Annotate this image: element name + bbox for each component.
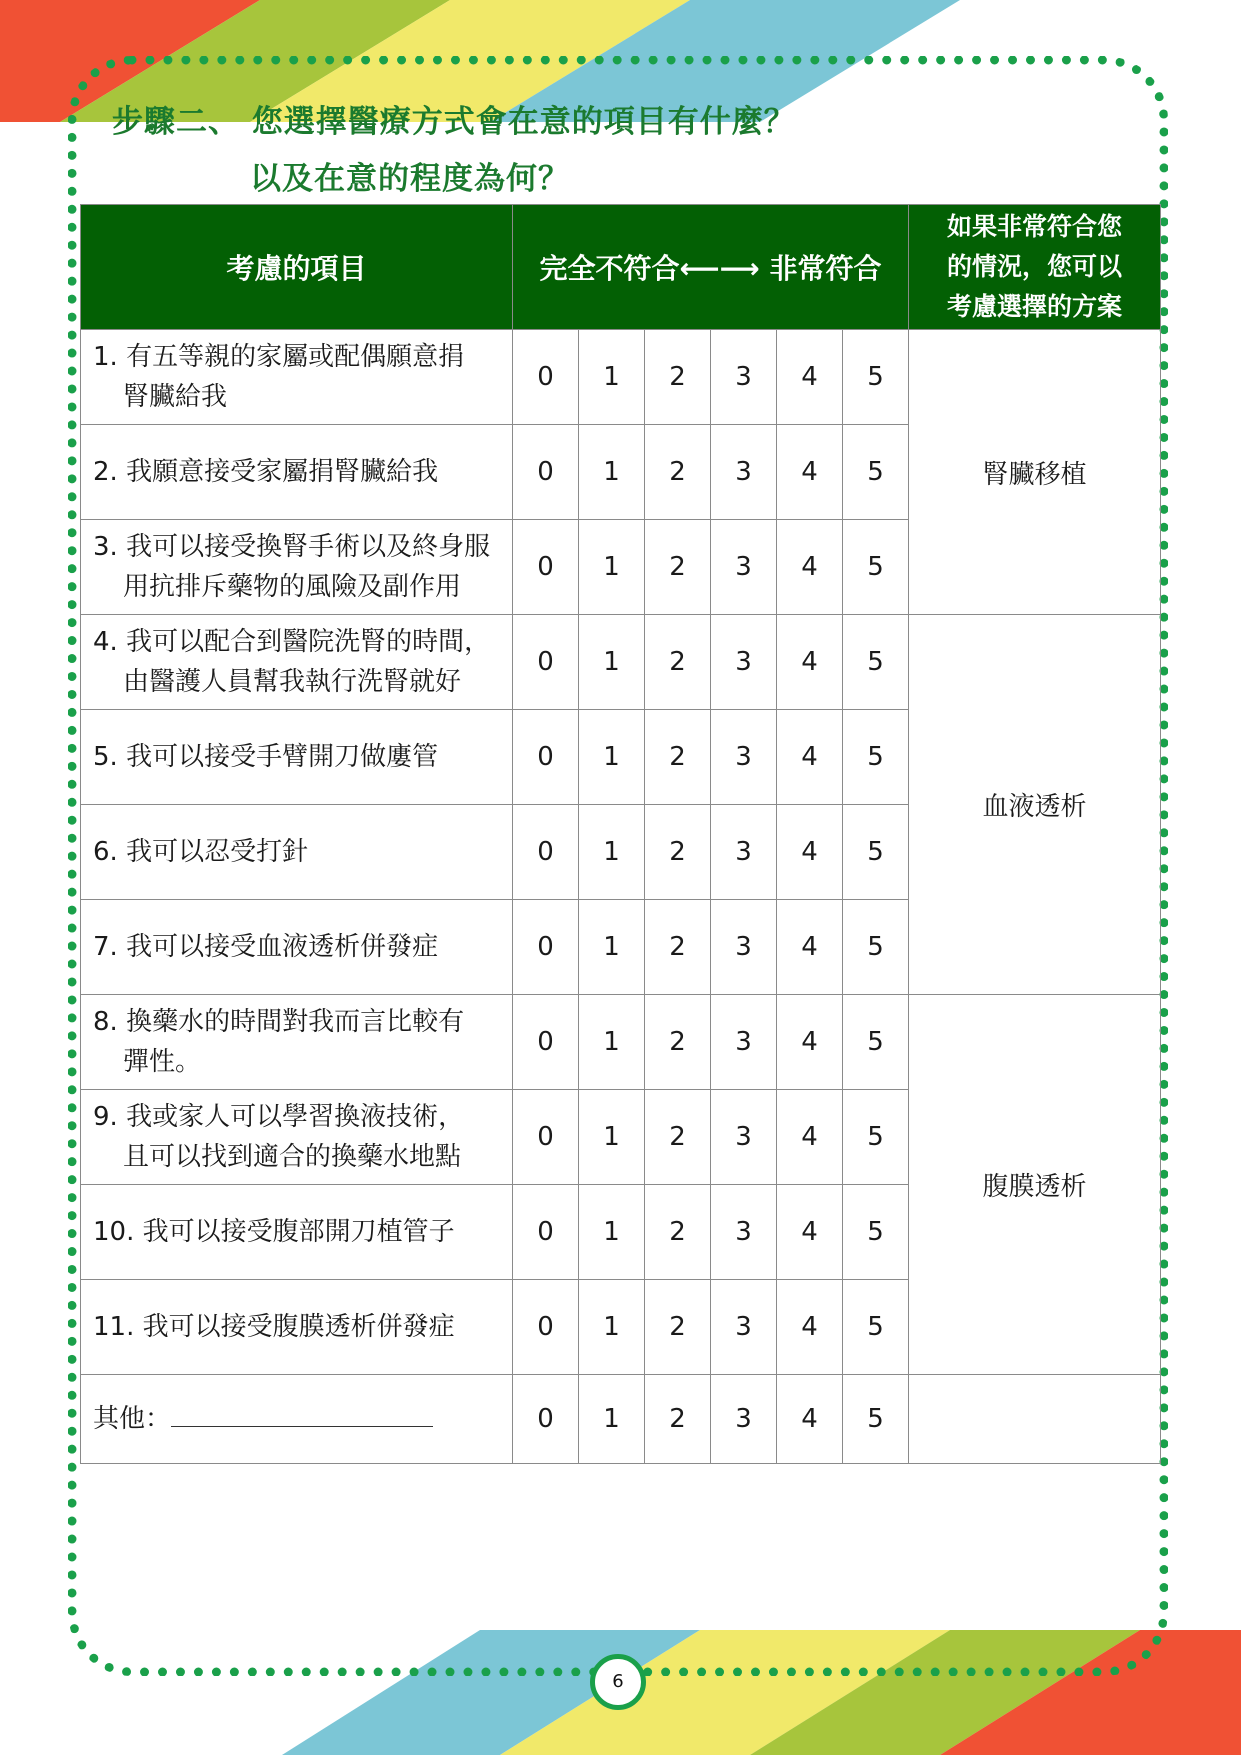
score-1[interactable]: 1 — [579, 995, 645, 1090]
score-1[interactable]: 1 — [579, 1185, 645, 1280]
score-2[interactable]: 2 — [645, 900, 711, 995]
item-cell — [81, 425, 513, 520]
score-0[interactable]: 0 — [513, 900, 579, 995]
score-1[interactable]: 1 — [579, 615, 645, 710]
item-text: 4. 我可以配合到醫院洗腎的時間， — [93, 627, 491, 657]
score-5[interactable]: 5 — [843, 520, 909, 615]
score-0[interactable]: 0 — [513, 425, 579, 520]
score-3[interactable]: 3 — [711, 330, 777, 425]
score-4[interactable]: 4 — [777, 900, 843, 995]
score-1[interactable]: 1 — [579, 425, 645, 520]
score-5[interactable]: 5 — [843, 900, 909, 995]
item-text-continued: 由醫護人員幫我執行洗腎就好 — [123, 667, 462, 697]
score-4[interactable]: 4 — [777, 330, 843, 425]
score-5[interactable]: 5 — [843, 710, 909, 805]
item-cell — [81, 805, 513, 900]
score-4[interactable]: 4 — [777, 1280, 843, 1375]
score-5[interactable]: 5 — [843, 1375, 909, 1464]
item-cell-other — [81, 1375, 513, 1464]
score-5[interactable]: 5 — [843, 615, 909, 710]
item-text: 1. 有五等親的家屬或配偶願意捐 — [93, 342, 465, 372]
score-2[interactable]: 2 — [645, 1185, 711, 1280]
score-4[interactable]: 4 — [777, 1090, 843, 1185]
score-5[interactable]: 5 — [843, 1185, 909, 1280]
score-1[interactable]: 1 — [579, 1280, 645, 1375]
item-text: 5. 我可以接受手臂開刀做廔管 — [93, 742, 439, 772]
item-text: 10. 我可以接受腹部開刀植管子 — [93, 1217, 455, 1247]
score-5[interactable]: 5 — [843, 995, 909, 1090]
item-text-continued: 腎臟給我 — [123, 382, 228, 412]
score-4[interactable]: 4 — [777, 710, 843, 805]
option-hemodialysis: 血液透析 — [909, 615, 1161, 995]
score-1[interactable]: 1 — [579, 1375, 645, 1464]
score-2[interactable]: 2 — [645, 1375, 711, 1464]
score-1[interactable]: 1 — [579, 1090, 645, 1185]
header-scale: 完全不符合⟵⟶ 非常符合 — [513, 205, 909, 330]
score-4[interactable]: 4 — [777, 520, 843, 615]
score-0[interactable]: 0 — [513, 805, 579, 900]
score-4[interactable]: 4 — [777, 425, 843, 520]
item-cell — [81, 1090, 513, 1185]
option-other-empty — [909, 1375, 1161, 1464]
item-text: 6. 我可以忍受打針 — [93, 837, 309, 867]
item-cell — [81, 1185, 513, 1280]
other-label: 其他： — [93, 1404, 172, 1434]
score-5[interactable]: 5 — [843, 1280, 909, 1375]
option-kidney-transplant: 腎臟移植 — [909, 330, 1161, 615]
score-4[interactable]: 4 — [777, 805, 843, 900]
score-5[interactable]: 5 — [843, 805, 909, 900]
item-cell — [81, 330, 513, 425]
score-0[interactable]: 0 — [513, 330, 579, 425]
score-1[interactable]: 1 — [579, 805, 645, 900]
score-0[interactable]: 0 — [513, 1090, 579, 1185]
score-3[interactable]: 3 — [711, 1375, 777, 1464]
item-text-continued: 用抗排斥藥物的風險及副作用 — [123, 572, 462, 602]
score-3[interactable]: 3 — [711, 425, 777, 520]
score-4[interactable]: 4 — [777, 995, 843, 1090]
score-3[interactable]: 3 — [711, 1280, 777, 1375]
header-option-line-2: 的情況，您可以 — [946, 252, 1122, 281]
score-3[interactable]: 3 — [711, 805, 777, 900]
item-text: 11. 我可以接受腹膜透析併發症 — [93, 1312, 455, 1342]
score-0[interactable]: 0 — [513, 1280, 579, 1375]
score-1[interactable]: 1 — [579, 520, 645, 615]
other-blank-line[interactable] — [171, 1406, 433, 1427]
score-2[interactable]: 2 — [645, 425, 711, 520]
item-cell — [81, 520, 513, 615]
item-cell — [81, 1280, 513, 1375]
header-option-line-3: 考慮選擇的方案 — [946, 292, 1122, 321]
score-2[interactable]: 2 — [645, 615, 711, 710]
table-row — [81, 995, 1161, 1090]
item-text: 3. 我可以接受換腎手術以及終身服 — [93, 532, 491, 562]
score-3[interactable]: 3 — [711, 995, 777, 1090]
score-1[interactable]: 1 — [579, 330, 645, 425]
header-option-line-1: 如果非常符合您 — [946, 212, 1122, 241]
score-0[interactable]: 0 — [513, 710, 579, 805]
item-cell — [81, 900, 513, 995]
score-1[interactable]: 1 — [579, 710, 645, 805]
header-item: 考慮的項目 — [81, 205, 513, 330]
item-text-continued: 彈性。 — [123, 1047, 202, 1077]
score-3[interactable]: 3 — [711, 1090, 777, 1185]
score-2[interactable]: 2 — [645, 805, 711, 900]
score-4[interactable]: 4 — [777, 1375, 843, 1464]
score-0[interactable]: 0 — [513, 520, 579, 615]
score-0[interactable]: 0 — [513, 1185, 579, 1280]
step-subheading: 以及在意的程度為何？ — [250, 161, 570, 197]
step-heading: 步驟二、 您選擇醫療方式會在意的項目有什麼？ — [112, 104, 796, 140]
item-text: 9. 我或家人可以學習換液技術， — [93, 1102, 465, 1132]
score-3[interactable]: 3 — [711, 615, 777, 710]
table-row-other — [81, 1375, 1161, 1464]
score-2[interactable]: 2 — [645, 520, 711, 615]
score-2[interactable]: 2 — [645, 330, 711, 425]
item-text-continued: 且可以找到適合的換藥水地點 — [123, 1142, 462, 1172]
header-option — [909, 205, 1161, 330]
score-0[interactable]: 0 — [513, 615, 579, 710]
item-text: 7. 我可以接受血液透析併發症 — [93, 932, 439, 962]
score-5[interactable]: 5 — [843, 425, 909, 520]
option-peritoneal-dialysis: 腹膜透析 — [909, 995, 1161, 1375]
score-5[interactable]: 5 — [843, 330, 909, 425]
item-text: 8. 換藥水的時間對我而言比較有 — [93, 1007, 465, 1037]
score-2[interactable]: 2 — [645, 710, 711, 805]
score-0[interactable]: 0 — [513, 995, 579, 1090]
table-row — [81, 330, 1161, 425]
score-2[interactable]: 2 — [645, 1090, 711, 1185]
score-3[interactable]: 3 — [711, 1185, 777, 1280]
item-cell — [81, 615, 513, 710]
score-4[interactable]: 4 — [777, 1185, 843, 1280]
score-3[interactable]: 3 — [711, 710, 777, 805]
table-header-row — [81, 205, 1161, 330]
score-2[interactable]: 2 — [645, 995, 711, 1090]
score-0[interactable]: 0 — [513, 1375, 579, 1464]
score-4[interactable]: 4 — [777, 615, 843, 710]
table-row — [81, 615, 1161, 710]
consideration-table — [80, 204, 1161, 1464]
score-3[interactable]: 3 — [711, 520, 777, 615]
item-text: 2. 我願意接受家屬捐腎臟給我 — [93, 457, 439, 487]
score-1[interactable]: 1 — [579, 900, 645, 995]
score-3[interactable]: 3 — [711, 900, 777, 995]
item-cell — [81, 710, 513, 805]
score-5[interactable]: 5 — [843, 1090, 909, 1185]
page-number: 6 — [590, 1654, 646, 1710]
item-cell — [81, 995, 513, 1090]
score-2[interactable]: 2 — [645, 1280, 711, 1375]
